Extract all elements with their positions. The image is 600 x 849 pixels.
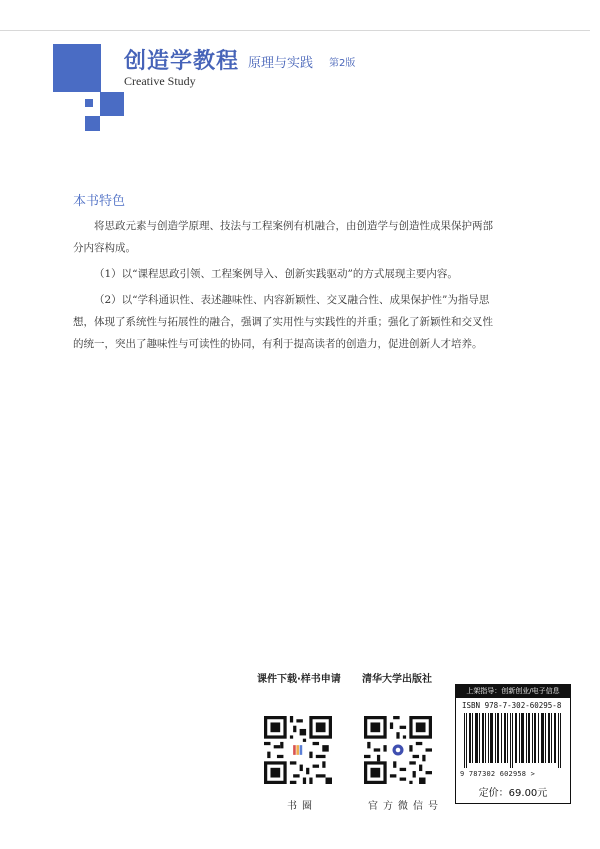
feature-paragraph: （1）以“课程思政引领、工程案例导入、创新实践驱动”的方式展现主要内容。 [94, 268, 458, 280]
book-subtitle: 原理与实践 [248, 56, 314, 71]
feature-paragraph: （2）以“学科通识性、表述趣味性、内容新颖性、交叉融合性、成果保护性”为指导思想，体现了系统性与拓展性的融合，强调了实用性与实践性的并重；强化了新颖性和交叉性的统一，突出了趣味性与可读性的协同，有利于提高读者的创造力，促进创新人才培养。 [73, 294, 493, 350]
feature-paragraph: 将思政元素与创造学原理、技法与工程案例有机融合，由创造学与创造性成果保护两部分内容构成。 [73, 220, 493, 254]
book-edition: 第2版 [329, 58, 356, 69]
barcode-icon [464, 713, 562, 768]
top-rule [0, 30, 590, 31]
price: 定价：69.00元 [478, 788, 548, 799]
isbn-price-box [455, 684, 571, 804]
qr-label-publisher: 清华大学出版社 [362, 674, 432, 685]
isbn-number: ISBN 978-7-302-60295-8 [462, 701, 562, 710]
barcode-digits: 9 787302 602958 > [460, 770, 536, 778]
book-features [73, 190, 503, 359]
book-title: 创造学教程 [124, 49, 240, 74]
qr-caption-official-wechat: 官方微信号 [368, 801, 443, 812]
qr-caption-shuquan: 书圈 [287, 801, 317, 812]
qr-code-icon [364, 716, 432, 784]
shelf-guide: 上架指导：创新创业/电子信息 [456, 685, 570, 698]
qr-label-courseware: 课件下载·样书申请 [257, 674, 341, 685]
features-heading: 本书特色 [73, 194, 126, 209]
qr-code-icon [264, 716, 332, 784]
book-title-english: Creative Study [124, 74, 196, 88]
